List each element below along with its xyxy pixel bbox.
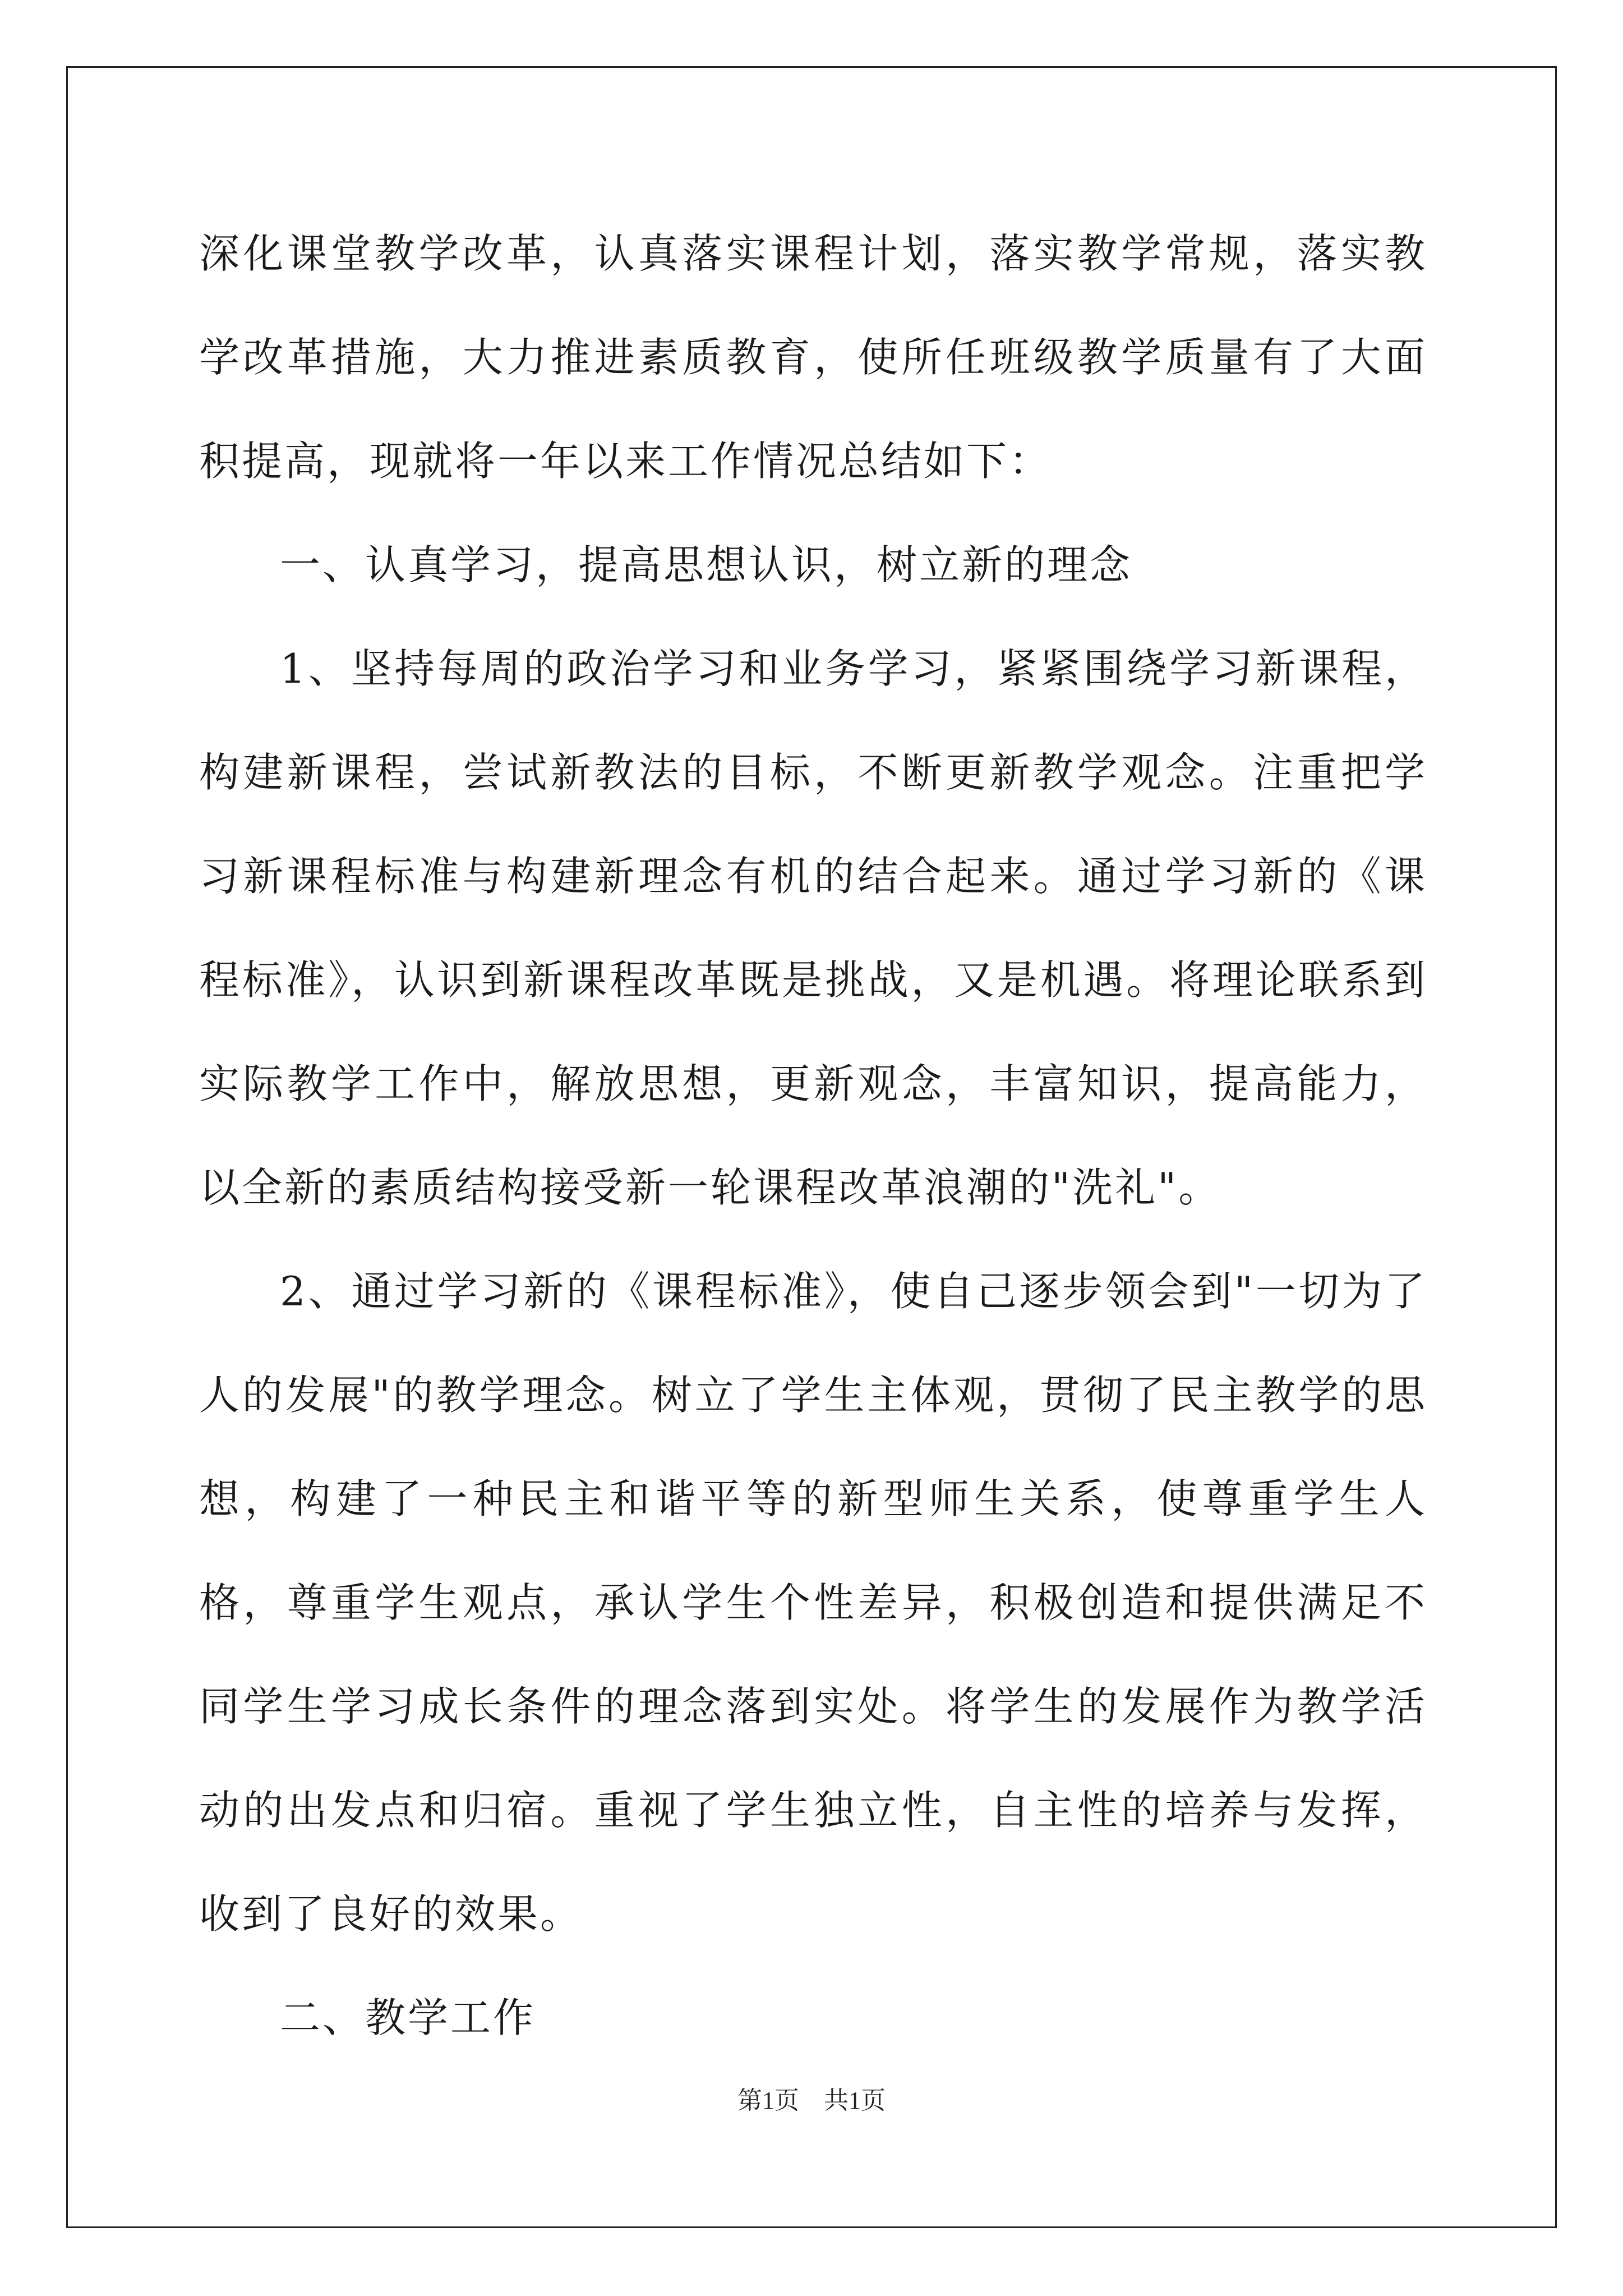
paragraph-item-2: 2、通过学习新的《课程标准》，使自己逐步领会到"一切为了人的发展"的教学理念。树立了学生主体观，贯彻了民主教学的思想，构建了一种民主和谐平等的新型师生关系，使尊重学生人格，尊重学生观点，承认学生个性差异，积极创造和提供满足不同学生学习成长条件的理念落到实处。将学生的发展作为教学活动的出发点和归宿。重视了学生独立性，自主性的培养与发挥，收到了良好的效果。	[199, 1268, 1427, 1938]
section-heading-2: 二、教学工作	[280, 1994, 536, 2041]
paragraph-item-1: 1、坚持每周的政治学习和业务学习，紧紧围绕学习新课程，构建新课程，尝试新教法的目标，不断更新教学观念。注重把学习新课程标准与构建新理念有机的结合起来。通过学习新的《课程标准》，认识到新课程改革既是挑战，又是机遇。将理论联系到实际教学工作中，解放思想，更新观念，丰富知识，提高能力，以全新的素质结构接受新一轮课程改革浪潮的"洗礼"。	[199, 645, 1427, 1211]
paragraph-intro: 深化课堂教学改革，认真落实课程计划，落实教学常规，落实教学改革措施，大力推进素质教育，使所任班级教学质量有了大面积提高，现就将一年以来工作情况总结如下：	[199, 230, 1427, 485]
document-body	[199, 202, 1427, 2070]
section-heading-1: 一、认真学习，提高思想认识，树立新的理念	[280, 541, 1133, 588]
page-number-footer: 第1页 共1页	[737, 2087, 886, 2114]
